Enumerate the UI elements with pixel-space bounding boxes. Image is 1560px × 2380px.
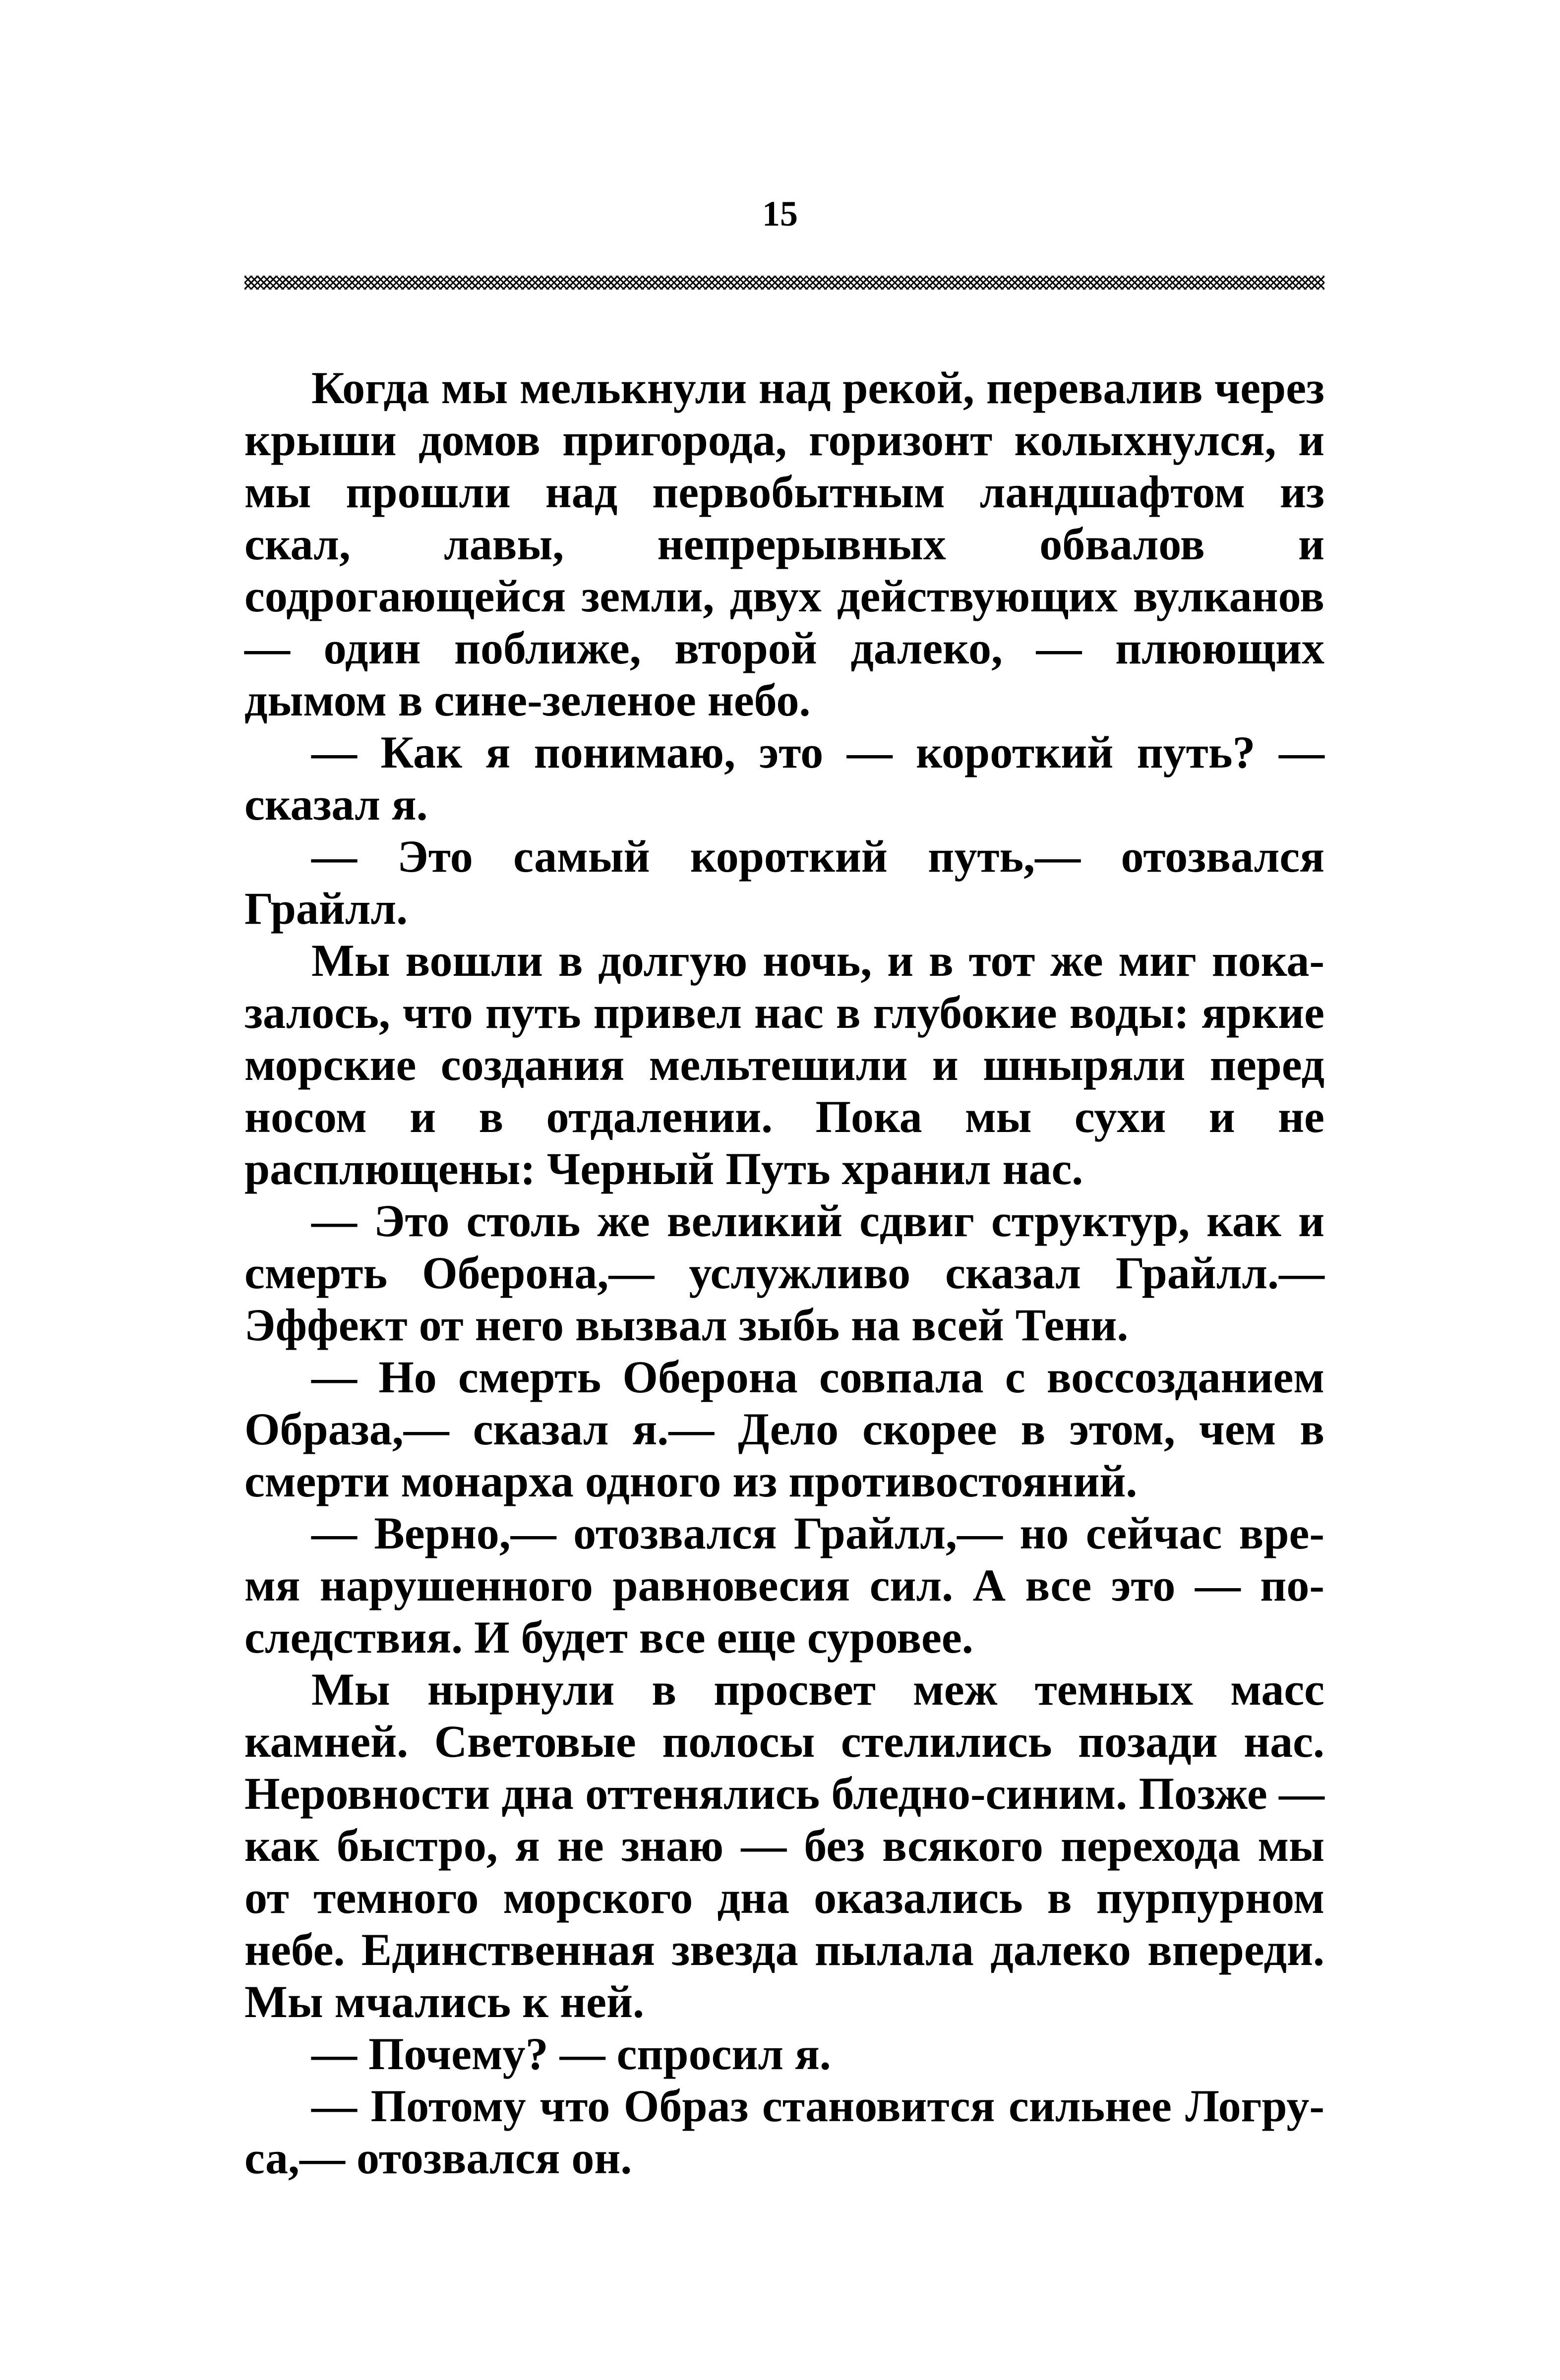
header-rule [244, 276, 1324, 290]
paragraph: — Потому что Образ становится сильнее Логруса,— отозвался он. [244, 2081, 1324, 2183]
paragraph: Мы нырнули в просвет меж темных масс камней. Световые полосы стелились позади нас. Неровности дна оттенялись бледно-синим. Позже — как быстро, я не знаю — без всякого перехода мы от темного морского дна оказались в пурпурном небе. Единственная звезда пылала далеко впереди. Мы мчались к ней. [244, 1664, 1324, 2027]
paragraph: — Как я понимаю, это — короткий путь? — сказал я. [244, 727, 1324, 830]
paragraph: Мы вошли в долгую ночь, и в тот же миг показалось, что путь привел нас в глубокие воды: яркие морские создания мельтешили и шныряли перед носом и в отдалении. Пока мы сухи и не расплющены: Черный Путь хранил нас. [244, 935, 1324, 1194]
paragraph: — Но смерть Оберона совпала с воссозданием Образа,— сказал я.— Дело скорее в этом, чем в смерти монарха одного из противостояний. [244, 1352, 1324, 1506]
text-body [244, 362, 1324, 2184]
page-number: 15 [762, 194, 798, 234]
paragraph: — Это столь же великий сдвиг структур, как и смерть Оберона,— услужливо сказал Грайлл.— Эффект от него вызвал зыбь на всей Тени. [244, 1195, 1324, 1350]
paragraph: Когда мы мелькнули над рекой, перевалив через крыши домов пригорода, горизонт колыхнулся, и мы прошли над первобытным ландшафтом из скал, лавы, непрерывных обвалов и содрогающейся земли, двух действующих вулканов — один поближе, второй далеко, — плюющих дымом в сине-зеленое небо. [244, 362, 1324, 725]
paragraph: — Почему? — спросил я. [311, 2028, 831, 2079]
paragraph: — Это самый короткий путь,— отозвался Грайлл. [244, 831, 1324, 934]
paragraph: — Верно,— отозвался Грайлл,— но сейчас время нарушенного равновесия сил. А все это — последствия. И будет все еще суровее. [244, 1508, 1324, 1663]
